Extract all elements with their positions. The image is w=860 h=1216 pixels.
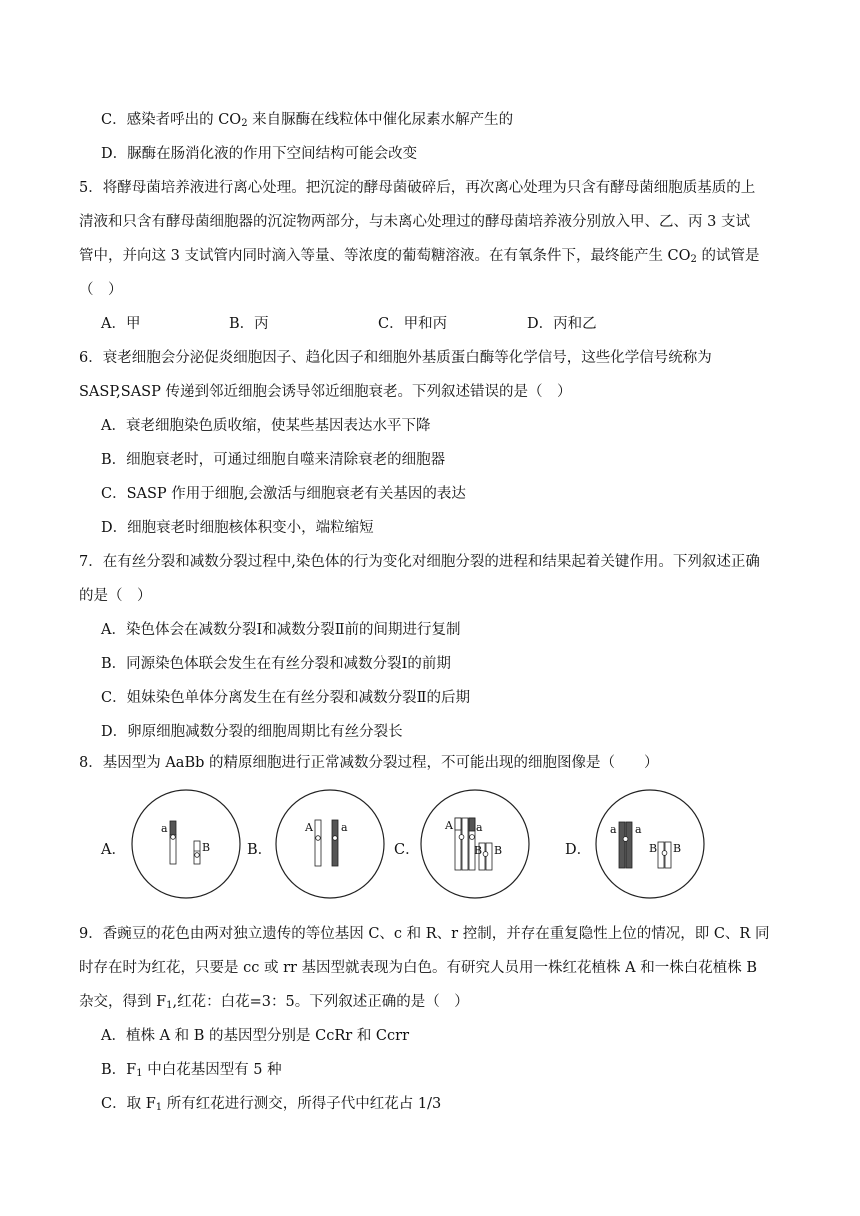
gene-label: a [610,823,617,836]
gene-label: B [673,842,682,855]
q5-option-a: A．甲 [101,316,141,332]
q5-stem-line3: 管中，并向这 3 支试管内同时滴入等量、等浓度的葡萄糖溶液。在有氧条件下，最终能产生 $CO_2$ 的试管是 [79,248,760,265]
q4-option-d: D．脲酶在肠消化液的作用下空间结构可能会改变 [101,146,418,162]
gene-label: B [494,844,503,857]
q8-cell-diagram-d [594,788,706,900]
q5-stem-line2: 清液和只含有酵母菌细胞器的沉淀物两部分，与未离心处理过的酵母菌培养液分别放入甲、乙、丙 3 支试 [79,214,750,230]
gene-label: A [445,819,453,832]
q6-option-a: A．衰老细胞染色质收缩，使某些基因表达水平下降 [101,418,431,434]
q8-cell-diagram-a [130,788,242,900]
q8-label-d: D． [565,842,592,858]
q7-option-d: D．卵原细胞减数分裂的细胞周期比有丝分裂长 [101,724,403,740]
q5-option-c: C．甲和丙 [378,316,448,332]
q8-label-c: C． [394,842,420,858]
gene-label: B [202,841,211,854]
gene-label: A [305,821,313,834]
q7-option-c: C．姐妹染色单体分离发生在有丝分裂和减数分裂Ⅱ的后期 [101,690,470,706]
q9-option-b: B．$F_1$ 中白花基因型有 5 种 [101,1062,282,1079]
q7-option-a: A．染色体会在减数分裂Ⅰ和减数分裂Ⅱ前的间期进行复制 [101,622,461,638]
q7-stem-line2: 的是（ ） [79,588,152,604]
q6-stem-line1: 6．衰老细胞会分泌促炎细胞因子、趋化因子和细胞外基质蛋白酶等化学信号，这些化学信号统称为 [79,350,712,366]
gene-label: a [161,822,168,835]
q8-cell-diagram-b [274,788,386,900]
q5-stem-line4: （ ） [79,282,123,298]
q8-label-b: B． [247,842,273,858]
gene-label: a [635,823,642,836]
q6-option-d: D．细胞衰老时细胞核体积变小，端粒缩短 [101,520,374,536]
q8-stem: 8．基因型为 AaBb 的精原细胞进行正常减数分裂过程，不可能出现的细胞图像是（ ） [79,755,659,771]
q8-label-a: A． [101,842,126,858]
q4-option-c: C．感染者呼出的 $CO_2$ 来自脲酶在线粒体中催化尿素水解产生的 [101,112,514,129]
gene-label: a [476,821,483,834]
q5-stem-line1: 5．将酵母菌培养液进行离心处理。把沉淀的酵母菌破碎后，再次离心处理为只含有酵母菌细胞质基质的上 [79,180,756,196]
q5-option-b: B．丙 [229,316,269,332]
gene-label: B [649,842,658,855]
q9-option-a: A．植株 A 和 B 的基因型分别是 CcRr 和 Ccrr [101,1028,410,1044]
gene-label: a [341,821,348,834]
q9-stem-line2: 时存在时为红花，只要是 cc 或 rr 基因型就表现为白色。有研究人员用一株红花植株 A 和一株白花植株 B [79,960,757,976]
gene-label: B [474,844,483,857]
q6-stem-line2: SASP,SASP 传递到邻近细胞会诱导邻近细胞衰老。下列叙述错误的是（ ） [79,384,572,400]
q7-option-b: B．同源染色体联会发生在有丝分裂和减数分裂Ⅰ的前期 [101,656,451,672]
q7-stem-line1: 7．在有丝分裂和减数分裂过程中,染色体的行为变化对细胞分裂的进程和结果起着关键作用。下列叙述正确 [79,554,760,570]
q9-option-c: C．取 $F_1$ 所有红花进行测交，所得子代中红花占 1/3 [101,1096,442,1113]
q9-stem-line3: 杂交，得到 $F_1$,红花：白花=3：5。下列叙述正确的是（ ） [79,994,469,1011]
q8-cell-diagram-c [419,788,531,900]
q5-option-d: D．丙和乙 [527,316,597,332]
q6-option-b: B．细胞衰老时，可通过细胞自噬来清除衰老的细胞器 [101,452,446,468]
q6-option-c: C．SASP 作用于细胞,会激活与细胞衰老有关基因的表达 [101,486,466,502]
q9-stem-line1: 9．香豌豆的花色由两对独立遗传的等位基因 C、c 和 R、r 控制，并存在重复隐性上位的情况，即 C、R 同 [79,926,770,942]
